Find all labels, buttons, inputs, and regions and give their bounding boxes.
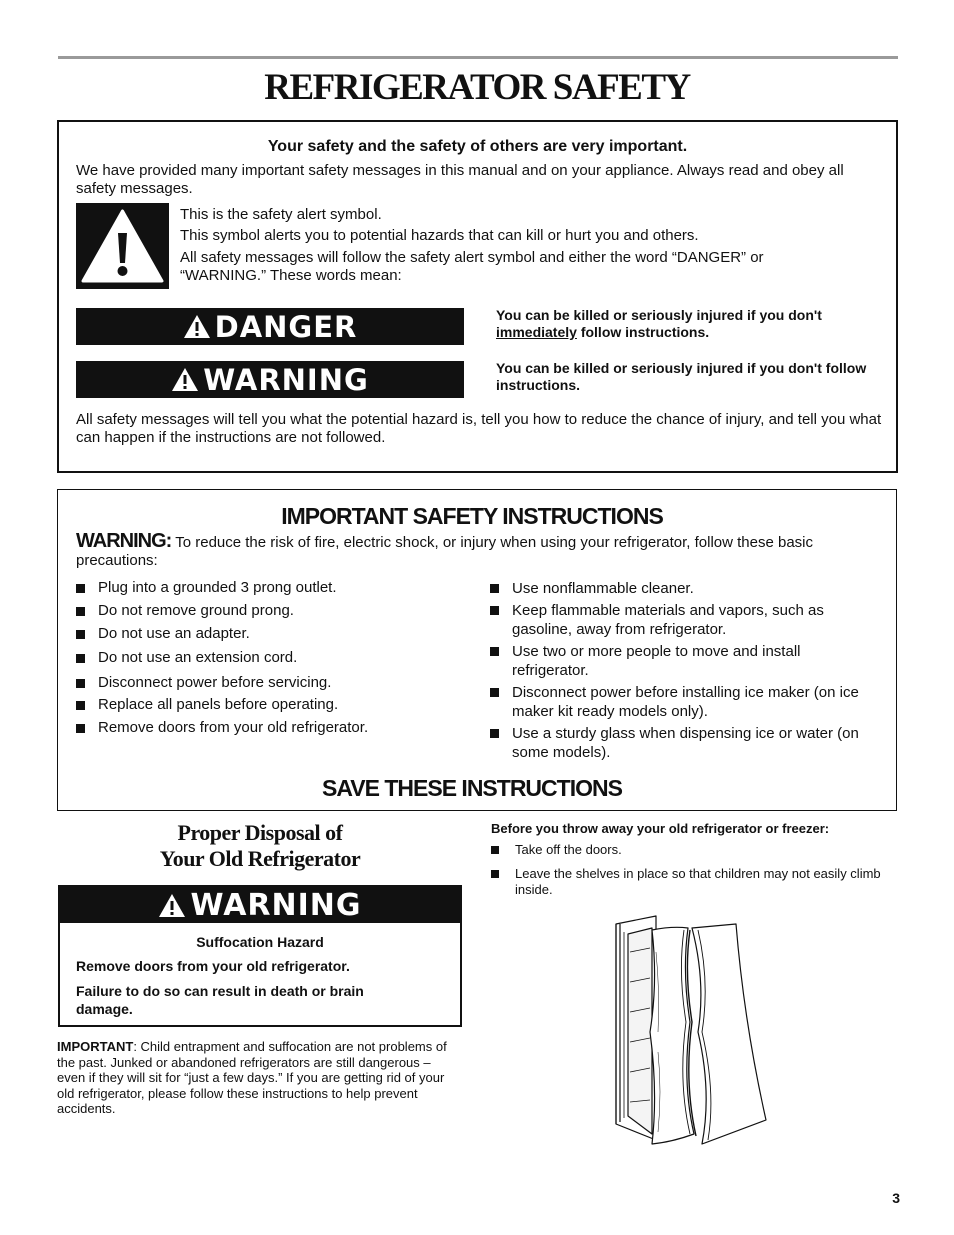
instructions-heading: IMPORTANT SAFETY INSTRUCTIONS: [281, 503, 663, 529]
warning-label: WARNING: [203, 362, 369, 397]
suffocation-warning-box: [58, 885, 462, 1027]
disposal-title-line1: Proper Disposal of: [177, 820, 343, 845]
save-instructions: SAVE THESE INSTRUCTIONS: [322, 775, 622, 801]
instructions-box: [57, 489, 897, 811]
list-item: Leave the shelves in place so that children may not easily climb inside.: [491, 866, 891, 898]
safety-heading: Your safety and the safety of others are very important.: [267, 138, 688, 155]
warning-description: You can be killed or seriously injured if you don't follow instructions.: [496, 360, 867, 393]
list-item: Disconnect power before servicing.: [76, 674, 436, 696]
list-item: Plug into a grounded 3 prong outlet.: [76, 579, 436, 602]
list-item: Replace all panels before operating.: [76, 696, 436, 719]
list-item: Disconnect power before installing ice maker (on ice maker kit ready models only).: [490, 683, 860, 721]
important-note: IMPORTANT: Child entrapment and suffocation are not problems of the past. Junked or abandoned refrigerators are still dangerous – even if they will sit for “just a few days.” If you are getting rid of your old refrigerator, please follow these instructions to help prevent accidents.: [57, 1039, 447, 1116]
list-item: Use a sturdy glass when dispensing ice or water (on some models).: [490, 724, 860, 762]
right-precautions-list: [490, 579, 860, 765]
warning-banner: [76, 361, 464, 398]
left-precautions-list: [76, 579, 436, 742]
symbol-text-3: All safety messages will follow the safety alert symbol and either the word “DANGER” or “WARNING.” These words mean:: [180, 249, 764, 284]
refrigerator-illustration: [612, 912, 772, 1152]
safety-intro: We have provided many important safety messages in this manual and on your appliance. Always read and obey all safety messages.: [76, 162, 844, 197]
warning-label: WARNING: [190, 887, 362, 923]
disposal-steps: [491, 842, 891, 906]
hazard-line-2: Failure to do so can result in death or brain damage.: [76, 983, 364, 1017]
safety-alert-symbol-icon: [76, 203, 169, 289]
list-item: Do not use an extension cord.: [76, 649, 436, 674]
danger-label: DANGER: [214, 309, 358, 344]
before-heading: Before you throw away your old refrigerator or freezer:: [491, 821, 830, 836]
hazard-title: Suffocation Hazard: [196, 934, 324, 950]
danger-banner: [76, 308, 464, 345]
page-number: 3: [892, 1190, 900, 1206]
safety-info-box: [57, 120, 898, 473]
page-title: REFRIGERATOR SAFETY: [264, 67, 690, 108]
list-item: Keep flammable materials and vapors, such as gasoline, away from refrigerator.: [490, 601, 860, 639]
list-item: Remove doors from your old refrigerator.: [76, 719, 436, 742]
list-item: Use two or more people to move and install refrigerator.: [490, 642, 860, 680]
warning-alert-icon: [171, 367, 199, 392]
warning-alert-icon: [158, 893, 186, 918]
safety-footer: All safety messages will tell you what the potential hazard is, tell you how to reduce the chance of injury, and tell you what can happen if the instructions are not followed.: [76, 411, 882, 446]
list-item: Do not use an adapter.: [76, 625, 436, 649]
danger-alert-icon: [183, 314, 211, 339]
disposal-title-line2: Your Old Refrigerator: [159, 846, 361, 871]
danger-description: You can be killed or seriously injured if you don't immediately follow instructions.: [496, 307, 822, 340]
symbol-text-2: This symbol alerts you to potential hazards that can kill or hurt you and others.: [180, 227, 699, 244]
list-item: Take off the doors.: [491, 842, 891, 858]
list-item: Do not remove ground prong.: [76, 602, 436, 625]
symbol-text-1: This is the safety alert symbol.: [180, 206, 382, 223]
top-rule: [58, 56, 898, 59]
list-item: Use nonflammable cleaner.: [490, 579, 860, 598]
suffocation-warning-banner: [60, 887, 460, 923]
instructions-warning: WARNING: To reduce the risk of fire, electric shock, or injury when using your refrigerator, follow these basic precautions:: [76, 530, 814, 569]
hazard-line-1: Remove doors from your old refrigerator.: [76, 958, 350, 974]
